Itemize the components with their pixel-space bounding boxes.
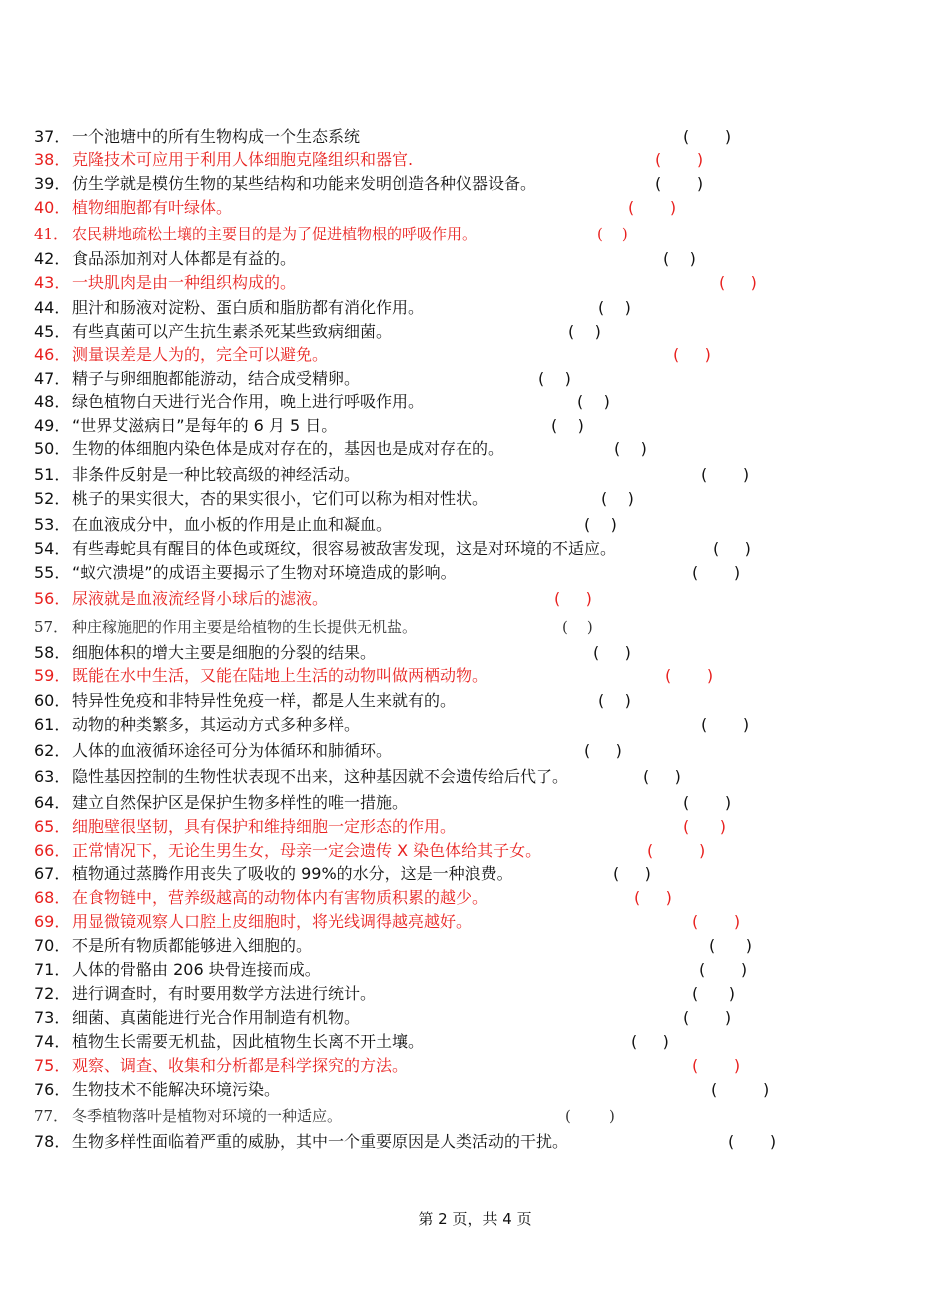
question-number: 38．: [34, 150, 71, 169]
question-text: 胆汁和肠液对淀粉、蛋白质和脂肪都有消化作用。: [72, 298, 425, 317]
answer-blank: ( ): [692, 984, 735, 1003]
question-text: 测量误差是人为的，完全可以避免。: [72, 345, 329, 364]
question-number: 69．: [34, 912, 71, 931]
question-number: 39．: [34, 174, 71, 193]
question-item: [34, 271, 757, 294]
answer-blank: ( ): [683, 127, 732, 146]
question-number: 61．: [34, 715, 71, 734]
question-number: 64．: [34, 793, 71, 812]
question-number: 76．: [34, 1080, 71, 1099]
question-number: 42．: [34, 249, 71, 268]
question-text: 种庄稼施肥的作用主要是给植物的生长提供无机盐。: [72, 618, 418, 636]
question-item: [34, 886, 672, 909]
answer-blank: ( ): [631, 1032, 669, 1051]
question-item: [34, 1006, 732, 1029]
answer-blank: ( ): [692, 563, 741, 582]
question-text: 人体的骨骼由 206 块骨连接而成。: [72, 960, 321, 979]
question-item: [34, 791, 732, 814]
question-text: 桃子的果实很大，杏的果实很小，它们可以称为相对性状。: [72, 489, 489, 508]
answer-blank: ( ): [598, 691, 631, 710]
question-item: [34, 934, 752, 957]
question-number: 54．: [34, 539, 71, 558]
question-number: 63．: [34, 767, 71, 786]
answer-blank: ( ): [601, 489, 634, 508]
answer-blank: ( ): [701, 715, 750, 734]
question-text: 用显微镜观察人口腔上皮细胞时，将光线调得越亮越好。: [72, 912, 473, 931]
question-text: 细胞壁很坚韧，具有保护和维持细胞一定形态的作用。: [72, 817, 457, 836]
question-number: 53．: [34, 515, 71, 534]
question-item: [34, 247, 696, 270]
question-item: [34, 739, 622, 762]
question-number: 66．: [34, 841, 71, 860]
question-text: 有些毒蛇具有醒目的体色或斑纹，很容易被敌害发现，这是对环境的不适应。: [72, 539, 617, 558]
question-number: 52．: [34, 489, 71, 508]
answer-blank: ( ): [565, 1107, 615, 1125]
question-number: 77．: [34, 1107, 69, 1125]
question-text: 在食物链中，营养级越高的动物体内有害物质积累的越少。: [72, 888, 489, 907]
answer-blank: ( ): [655, 174, 704, 193]
question-text: 冬季植物落叶是植物对环境的一种适应。: [72, 1107, 343, 1125]
question-number: 48．: [34, 392, 71, 411]
answer-blank: ( ): [655, 150, 704, 169]
question-text: 尿液就是血液流经肾小球后的滤液。: [72, 589, 329, 608]
question-text: 食品添加剂对人体都是有益的。: [72, 249, 297, 268]
answer-blank: ( ): [597, 225, 628, 243]
answer-blank: ( ): [719, 273, 757, 292]
question-item: [34, 689, 631, 712]
question-item: [34, 513, 617, 536]
question-text: 建立自然保护区是保护生物多样性的唯一措施。: [72, 793, 409, 812]
question-item: [34, 463, 750, 486]
question-number: 51．: [34, 465, 71, 484]
answer-blank: ( ): [584, 515, 617, 534]
question-text: 观察、调查、收集和分析都是科学探究的方法。: [72, 1056, 409, 1075]
answer-blank: ( ): [683, 793, 732, 812]
answer-blank: ( ): [673, 345, 711, 364]
answer-blank: ( ): [711, 1080, 770, 1099]
question-text: 植物通过蒸腾作用丧失了吸收的 99%的水分，这是一种浪费。: [72, 864, 513, 883]
question-text: 一块肌肉是由一种组织构成的。: [72, 273, 297, 292]
question-number: 59．: [34, 666, 71, 685]
answer-blank: ( ): [562, 618, 593, 636]
question-item: [34, 982, 735, 1005]
question-item: [34, 487, 634, 510]
question-number: 72．: [34, 984, 71, 1003]
question-number: 45．: [34, 322, 71, 341]
question-text: 不是所有物质都能够进入细胞的。: [72, 936, 313, 955]
question-number: 43．: [34, 273, 71, 292]
question-number: 46．: [34, 345, 71, 364]
question-text: 生物的体细胞内染色体是成对存在的，基因也是成对存在的。: [72, 439, 505, 458]
question-item: [34, 172, 704, 195]
question-number: 40．: [34, 198, 71, 217]
question-text: 在血液成分中，血小板的作用是止血和凝血。: [72, 515, 393, 534]
question-text: “世界艾滋病日”是每年的 6 月 5 日。: [72, 416, 338, 435]
question-text: 绿色植物白天进行光合作用，晚上进行呼吸作用。: [72, 392, 425, 411]
question-number: 68．: [34, 888, 71, 907]
question-item: [34, 1030, 669, 1053]
answer-blank: ( ): [634, 888, 672, 907]
question-item: [34, 862, 651, 885]
answer-blank: ( ): [598, 298, 631, 317]
question-item: [34, 320, 601, 343]
question-item: [34, 296, 631, 319]
question-item: [34, 587, 592, 610]
question-item: [34, 1078, 770, 1101]
answer-blank: ( ): [701, 465, 750, 484]
question-number: 49．: [34, 416, 71, 435]
question-text: 植物细胞都有叶绿体。: [72, 198, 233, 217]
answer-blank: ( ): [647, 841, 706, 860]
question-item: [34, 1130, 777, 1153]
question-number: 73．: [34, 1008, 71, 1027]
answer-blank: ( ): [683, 817, 726, 836]
answer-blank: ( ): [709, 936, 752, 955]
question-item: [34, 390, 610, 413]
question-item: [34, 537, 751, 560]
answer-blank: ( ): [538, 369, 571, 388]
question-item: [34, 561, 741, 584]
question-text: 生物技术不能解决环境污染。: [72, 1080, 281, 1099]
question-item: [34, 910, 741, 933]
answer-blank: ( ): [551, 416, 584, 435]
question-text: 非条件反射是一种比较高级的神经活动。: [72, 465, 361, 484]
question-text: 仿生学就是模仿生物的某些结构和功能来发明创造各种仪器设备。: [72, 174, 537, 193]
question-item: [34, 1054, 741, 1077]
question-number: 75．: [34, 1056, 71, 1075]
question-number: 44．: [34, 298, 71, 317]
answer-blank: ( ): [665, 666, 714, 685]
answer-blank: ( ): [554, 589, 592, 608]
question-text: 细菌、真菌能进行光合作用制造有机物。: [72, 1008, 361, 1027]
question-item: [34, 343, 711, 366]
question-number: 65．: [34, 817, 71, 836]
question-text: 特异性免疫和非特异性免疫一样，都是人生来就有的。: [72, 691, 457, 710]
question-item: [34, 223, 628, 246]
question-item: [34, 148, 704, 171]
question-number: 70．: [34, 936, 71, 955]
question-item: [34, 616, 593, 639]
question-number: 37．: [34, 127, 71, 146]
answer-blank: ( ): [663, 249, 696, 268]
question-item: [34, 765, 681, 788]
question-number: 60．: [34, 691, 71, 710]
question-item: [34, 664, 714, 687]
question-text: 正常情况下，无论生男生女，母亲一定会遗传 X 染色体给其子女。: [72, 841, 542, 860]
question-number: 57．: [34, 618, 69, 636]
question-text: 有些真菌可以产生抗生素杀死某些致病细菌。: [72, 322, 393, 341]
question-number: 78．: [34, 1132, 71, 1151]
page-footer: 第 2 页，共 4 页: [418, 1210, 532, 1228]
question-item: [34, 437, 647, 460]
answer-blank: ( ): [568, 322, 601, 341]
question-number: 62．: [34, 741, 71, 760]
question-number: 47．: [34, 369, 71, 388]
answer-blank: ( ): [683, 1008, 732, 1027]
question-text: 进行调查时，有时要用数学方法进行统计。: [72, 984, 377, 1003]
question-item: [34, 641, 631, 664]
answer-blank: ( ): [577, 392, 610, 411]
answer-blank: ( ): [614, 439, 647, 458]
question-text: 一个池塘中的所有生物构成一个生态系统: [72, 127, 361, 146]
question-text: 细胞体积的增大主要是细胞的分裂的结果。: [72, 643, 377, 662]
answer-blank: ( ): [692, 1056, 741, 1075]
question-text: 克隆技术可应用于利用人体细胞克隆组织和器官.: [72, 150, 414, 169]
answer-blank: ( ): [692, 912, 741, 931]
question-text: 生物多样性面临着严重的威胁，其中一个重要原因是人类活动的干扰。: [72, 1132, 569, 1151]
question-item: [34, 125, 732, 148]
question-number: 67．: [34, 864, 71, 883]
question-text: 人体的血液循环途径可分为体循环和肺循环。: [72, 741, 393, 760]
question-item: [34, 367, 571, 390]
question-text: 动物的种类繁多，其运动方式多种多样。: [72, 715, 361, 734]
question-item: [34, 196, 677, 219]
question-number: 55．: [34, 563, 71, 582]
question-number: 41．: [34, 225, 69, 243]
question-item: [34, 839, 706, 862]
question-number: 74．: [34, 1032, 71, 1051]
question-item: [34, 414, 584, 437]
answer-blank: ( ): [713, 539, 751, 558]
question-text: 隐性基因控制的生物性状表现不出来，这种基因就不会遗传给后代了。: [72, 767, 569, 786]
question-number: 58．: [34, 643, 71, 662]
answer-blank: ( ): [613, 864, 651, 883]
question-number: 56．: [34, 589, 71, 608]
answer-blank: ( ): [699, 960, 748, 979]
question-number: 71．: [34, 960, 71, 979]
question-item: [34, 815, 726, 838]
question-text: 既能在水中生活，又能在陆地上生活的动物叫做两栖动物。: [72, 666, 489, 685]
answer-blank: ( ): [593, 643, 631, 662]
question-item: [34, 958, 748, 981]
question-text: 植物生长需要无机盐，因此植物生长离不开土壤。: [72, 1032, 425, 1051]
answer-blank: ( ): [584, 741, 622, 760]
question-item: [34, 713, 750, 736]
question-text: 农民耕地疏松土壤的主要目的是为了促进植物根的呼吸作用。: [72, 225, 478, 243]
answer-blank: ( ): [728, 1132, 777, 1151]
question-text: 精子与卵细胞都能游动，结合成受精卵。: [72, 369, 361, 388]
question-item: [34, 1105, 615, 1128]
answer-blank: ( ): [643, 767, 681, 786]
question-text: “蚁穴溃堤”的成语主要揭示了生物对环境造成的影响。: [72, 563, 457, 582]
answer-blank: ( ): [628, 198, 677, 217]
question-number: 50．: [34, 439, 71, 458]
